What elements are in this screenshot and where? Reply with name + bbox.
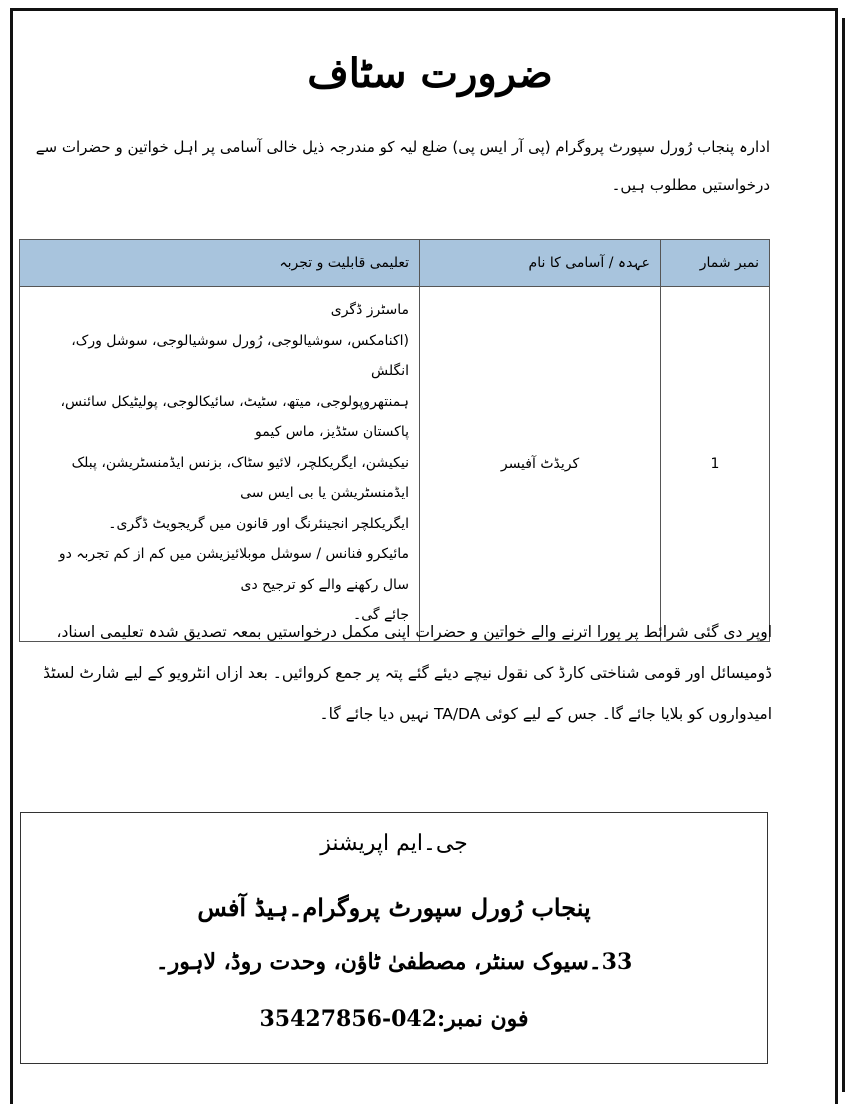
table-row xyxy=(20,287,770,642)
page-border-shadow xyxy=(842,18,845,1092)
cell-serial-number: 1 xyxy=(661,287,770,642)
page-title: ضرورت سٹاف xyxy=(307,50,553,97)
address-phone: فون نمبر:042-35427856 xyxy=(259,1006,529,1032)
qualification-line: نیکیشن، ایگریکلچر، لائیو سٹاک، بزنس ایڈمنسٹریشن، پبلک ایڈمنسٹریشن یا بی ایس سی xyxy=(71,454,409,501)
qualification-line: (اکنامکس، سوشیالوجی، رُورل سوشیالوجی، سوشل ورک، انگلش xyxy=(71,332,409,379)
intro-paragraph: ادارہ پنجاب رُورل سپورٹ پروگرام (پی آر ایس پی) ضلع لیہ کو مندرجہ ذیل خالی آسامی پر اہل خواتین و حضرات سے درخواستیں مطلوب ہیں۔ xyxy=(35,138,770,194)
cell-post-name: کریڈٹ آفیسر xyxy=(420,287,661,642)
header-qualification: تعلیمی قابلیت و تجربہ xyxy=(20,240,420,287)
qualification-line: ایگریکلچر انجینئرنگ اور قانون میں گریجویٹ ڈگری۔ xyxy=(108,515,409,532)
qualification-line: ہمنتھروپولوجی، میتھ، سٹیٹ، سائیکالوجی، پولیٹیکل سائنس، پاکستان سٹڈیز، ماس کیمو xyxy=(60,393,409,440)
vacancy-table xyxy=(19,239,770,642)
table-header-row xyxy=(20,240,770,287)
qualification-line: مائیکرو فنانس / سوشل موبلائیزیشن میں کم از کم تجربہ دو سال رکھنے والے کو ترجیح دی xyxy=(58,546,409,593)
address-street: 33۔سیوک سنٹر، مصطفیٰ ٹاؤن، وحدت روڈ، لاہور۔ xyxy=(155,949,633,975)
cell-qualification xyxy=(20,287,420,642)
address-organization: پنجاب رُورل سپورٹ پروگرام۔ہیڈ آفس xyxy=(197,893,591,922)
address-box xyxy=(20,812,768,1064)
header-serial-number: نمبر شمار xyxy=(661,240,770,287)
qualification-line: جائے گی۔ xyxy=(352,607,409,623)
qualification-line: ماسٹرز ڈگری xyxy=(330,302,409,318)
header-post-name: عہدہ / آسامی کا نام xyxy=(420,240,661,287)
address-recipient: جی۔ایم اپریشنز xyxy=(320,831,468,856)
instructions-paragraph: اوپر دی گئی شرائط پر پورا اترنے والے خواتین و حضرات اپنی مکمل درخواستیں بمعہ تصدیق شدہ تعلیمی اسناد، ڈومیسائل اور قومی شناختی کارڈ کی نقول نیچے دیئے گئے پتہ پر جمع کروائیں۔ بعد ازاں انٹرویو کے لیے شارٹ لسٹڈ امیدواروں کو بلایا جائے گا۔ جس کے لیے کوئی TA/DA نہیں دیا جائے گا۔ xyxy=(43,623,772,723)
